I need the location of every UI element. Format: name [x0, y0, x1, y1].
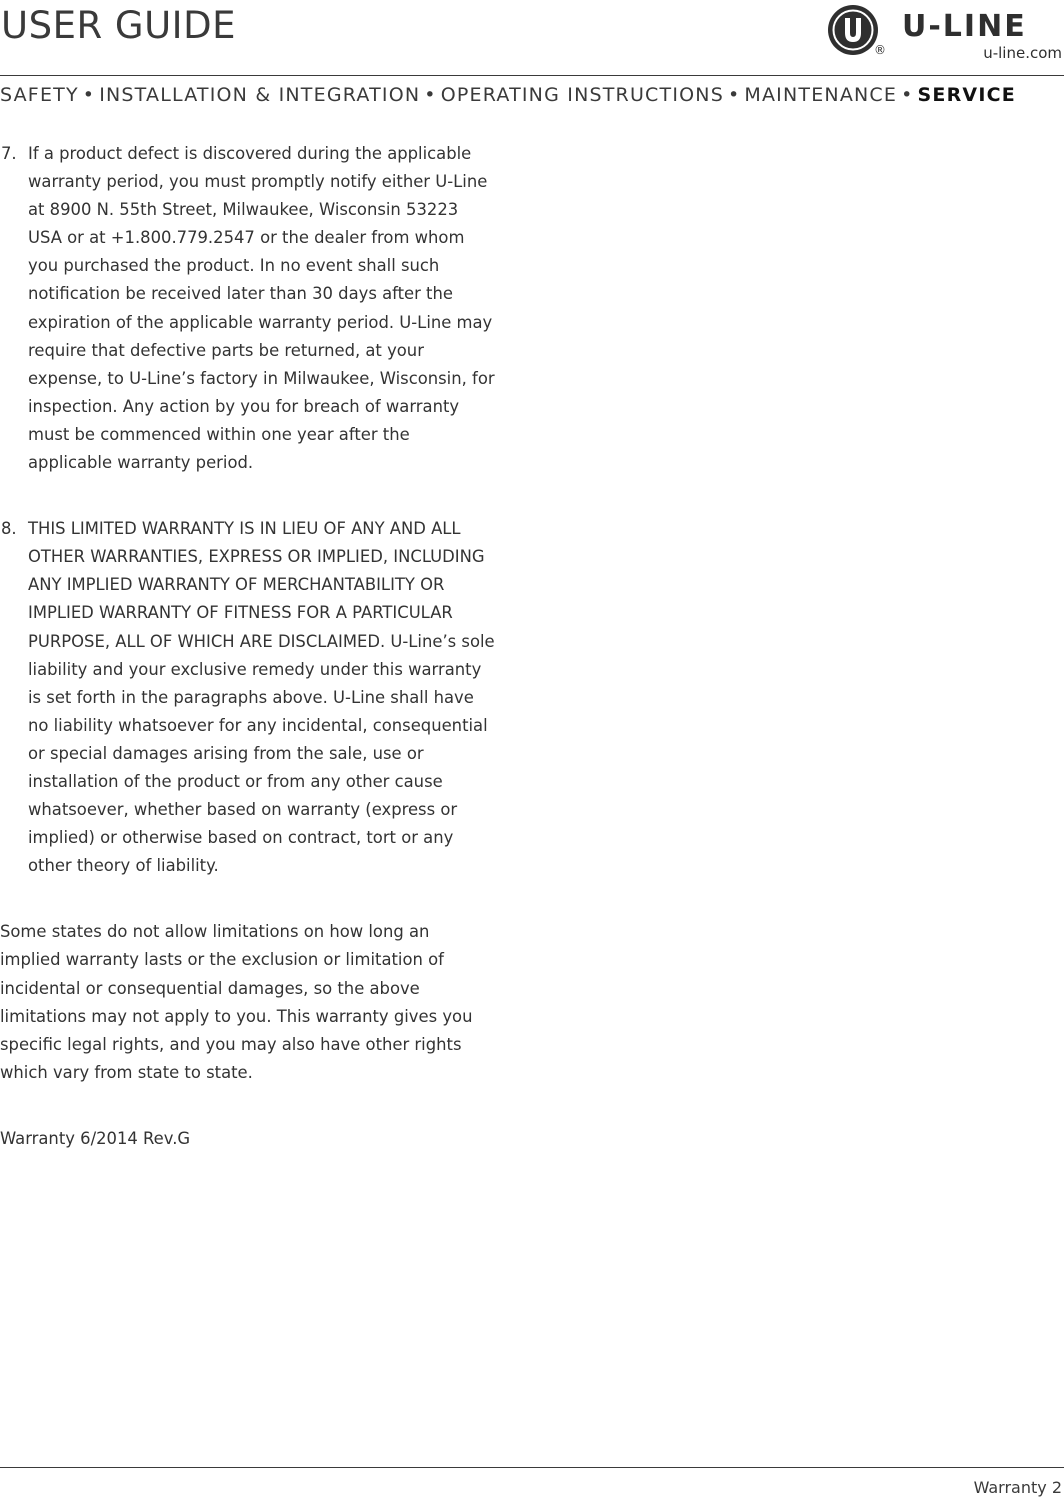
nav-separator: •	[901, 84, 914, 106]
nav-separator: •	[82, 84, 96, 106]
nav-item-operating[interactable]: OPERATING INSTRUCTIONS	[440, 84, 724, 106]
footer-divider	[0, 1467, 1064, 1468]
nav-item-maintenance[interactable]: MAINTENANCE	[744, 84, 898, 106]
brand-logo	[826, 3, 1062, 65]
nav-item-service[interactable]: SERVICE	[917, 84, 1016, 106]
brand-wordmark: U-LINE	[902, 9, 1027, 44]
nav-item-safety[interactable]: SAFETY	[0, 84, 79, 106]
registered-mark: ®	[874, 43, 886, 57]
warranty-content	[0, 140, 495, 1153]
page-footer-label: Warranty 2	[973, 1478, 1062, 1497]
page-title: USER GUIDE	[1, 4, 236, 47]
brand-url[interactable]: u-line.com	[983, 44, 1062, 62]
item-number: 8.	[1, 519, 17, 539]
nav-separator: •	[727, 84, 741, 106]
page-header	[0, 0, 1064, 76]
nav-separator: •	[424, 84, 437, 106]
item-number: 7.	[1, 144, 17, 163]
states-paragraph: Some states do not allow limitations on how long an implied warranty lasts or the exclusion or limitation of incidental or consequential damages, so the above limitations may not apply to you. This warranty gives you specific legal rights, and you may also have other rights which vary from state to state.	[0, 922, 473, 1082]
revision-note: Warranty 6/2014 Rev.G	[0, 1128, 191, 1148]
item-text: THIS LIMITED WARRANTY IS IN LIEU OF ANY AND ALL OTHER WARRANTIES, EXPRESS OR IMPLIED, INCLUDING ANY IMPLIED WARRANTY OF MERCHANTABILITY OR IMPLIED WARRANTY OF FITNESS FOR A PARTICULAR PURPOSE, ALL OF WHICH ARE DISCLAIMED. U-Line’s sole liability and your exclusive remedy under this warranty is set forth in the paragraphs above. U-Line shall have no liability whatsoever for any incidental, consequential or special damages arising from the sale, use or installation of the product or from any other cause whatsoever, whether based on warranty (express or implied) or otherwise based on contract, tort or any other theory of liability.	[28, 519, 495, 876]
warranty-item-7	[0, 140, 495, 477]
nav-item-installation[interactable]: INSTALLATION & INTEGRATION	[99, 84, 421, 106]
section-navigation	[0, 83, 1064, 107]
header-divider	[0, 75, 1064, 76]
item-text: If a product defect is discovered during the applicable warranty period, you must promptly notify either U-Line at 8900 N. 55th Street, Milwaukee, Wisconsin 53223 USA or at +1.800.779.2547 or the dealer from whom you purchased the product. In no event shall such notification be received later than 30 days after the expiration of the applicable warranty period. U-Line may require that defective parts be returned, at your expense, to U-Line’s factory in Milwaukee, Wisconsin, for inspection. Any action by you for breach of warranty must be commenced within one year after the applicable warranty period.	[28, 144, 495, 473]
warranty-item-8	[0, 515, 495, 880]
